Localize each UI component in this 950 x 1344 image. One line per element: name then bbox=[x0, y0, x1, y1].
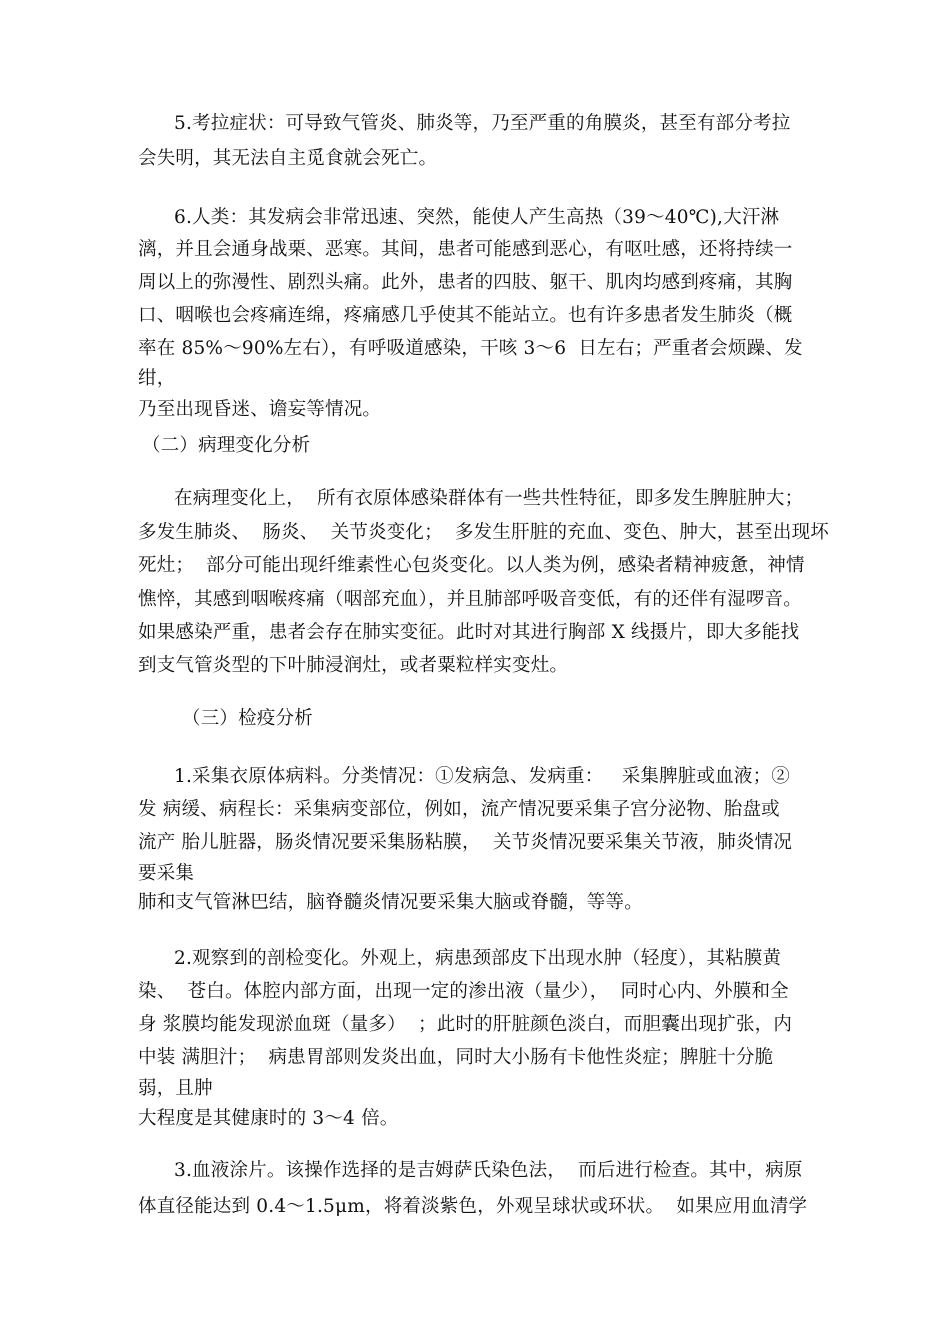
text-line: 染、 苍白。体腔内部方面，出现一定的渗出液（量少）， 同时心内、外膜和全 bbox=[138, 981, 789, 1002]
section-heading: （二）病理变化分析 bbox=[142, 435, 311, 456]
text-line: 肺和支气管淋巴结，脑脊髓炎情况要采集大脑或脊髓，等等。 bbox=[138, 892, 643, 913]
text-line: 流产 胎儿脏器，肠炎情况要采集肠粘膜， 关节炎情况要采集关节液，肺炎情况 bbox=[138, 832, 793, 853]
text-line: 要采集 bbox=[138, 863, 195, 884]
text-line: 会失明，其无法自主觅食就会死亡。 bbox=[138, 148, 438, 169]
text-line: 率在 85%～90%左右），有呼吸道感染，干咳 3～6 日左右；严重者会烦躁、发 bbox=[138, 338, 803, 359]
text-line: 周以上的弥漫性、剧烈头痛。此外，患者的四肢、躯干、肌肉均感到疼痛，其胸 bbox=[138, 272, 793, 293]
text-line: 如果感染严重，患者会存在肺实变征。此时对其进行胸部 X 线摄片，即大多能找 bbox=[138, 622, 800, 643]
text-line: 中装 满胆汁； 病患胃部则发炎出血，同时大小肠有卡他性炎症；脾脏十分脆 bbox=[138, 1047, 774, 1068]
text-line: 乃至出现昏迷、谵妄等情况。 bbox=[138, 399, 382, 420]
text-line: 6.人类：其发病会非常迅速、突然，能使人产生高热（39～40℃),大汗淋 bbox=[174, 207, 780, 228]
text-line: 绀， bbox=[138, 368, 176, 389]
text-line: 憔悴，其感到咽喉疼痛（咽部充血），并且肺部呼吸音变低，有的还伴有湿啰音。 bbox=[138, 589, 802, 610]
text-line: 大程度是其健康时的 3～4 倍。 bbox=[138, 1108, 399, 1129]
text-line: 3.血液涂片。该操作选择的是吉姆萨氏染色法， 而后进行检查。其中，病原 bbox=[174, 1160, 803, 1181]
text-line: 发 病缓、病程长：采集病变部位，例如，流产情况要采集子宫分泌物、胎盘或 bbox=[138, 799, 780, 820]
text-line: 到支气管炎型的下叶肺浸润灶，或者粟粒样实变灶。 bbox=[138, 655, 569, 676]
text-line: 漓，并且会通身战栗、恶寒。其间，患者可能感到恶心，有呕吐感，还将持续一 bbox=[138, 239, 793, 260]
text-line: 口、咽喉也会疼痛连绵，疼痛感几乎使其不能站立。也有许多患者发生肺炎（概 bbox=[138, 305, 793, 326]
text-line: 体直径能达到 0.4～1.5μm，将着淡紫色，外观呈球状或环状。 如果应用血清学 bbox=[138, 1196, 808, 1217]
text-line: 弱，且肿 bbox=[138, 1078, 213, 1099]
section-heading: （三）检疫分析 bbox=[182, 708, 313, 729]
text-line: 多发生肺炎、 肠炎、 关节炎变化； 多发生肝脏的充血、变色、肿大，甚至出现坏 bbox=[138, 522, 829, 543]
text-line: 死灶； 部分可能出现纤维素性心包炎变化。以人类为例，感染者精神疲惫，神情 bbox=[138, 555, 805, 576]
text-line: 身 浆膜均能发现淤血斑（量多） ；此时的肝脏颜色淡白，而胆囊出现扩张，内 bbox=[138, 1014, 793, 1035]
text-line: 5.考拉症状：可导致气管炎、肺炎等，乃至严重的角膜炎，甚至有部分考拉 bbox=[174, 113, 791, 134]
text-line: 在病理变化上， 所有衣原体感染群体有一些共性特征，即多发生脾脏肿大； bbox=[174, 488, 804, 509]
text-line: 2.观察到的剖检变化。外观上，病患颈部皮下出现水肿（轻度），其粘膜黄 bbox=[174, 948, 782, 969]
text-line: 1.采集衣原体病料。分类情况：①发病急、发病重： 采集脾脏或血液；② bbox=[174, 766, 790, 787]
